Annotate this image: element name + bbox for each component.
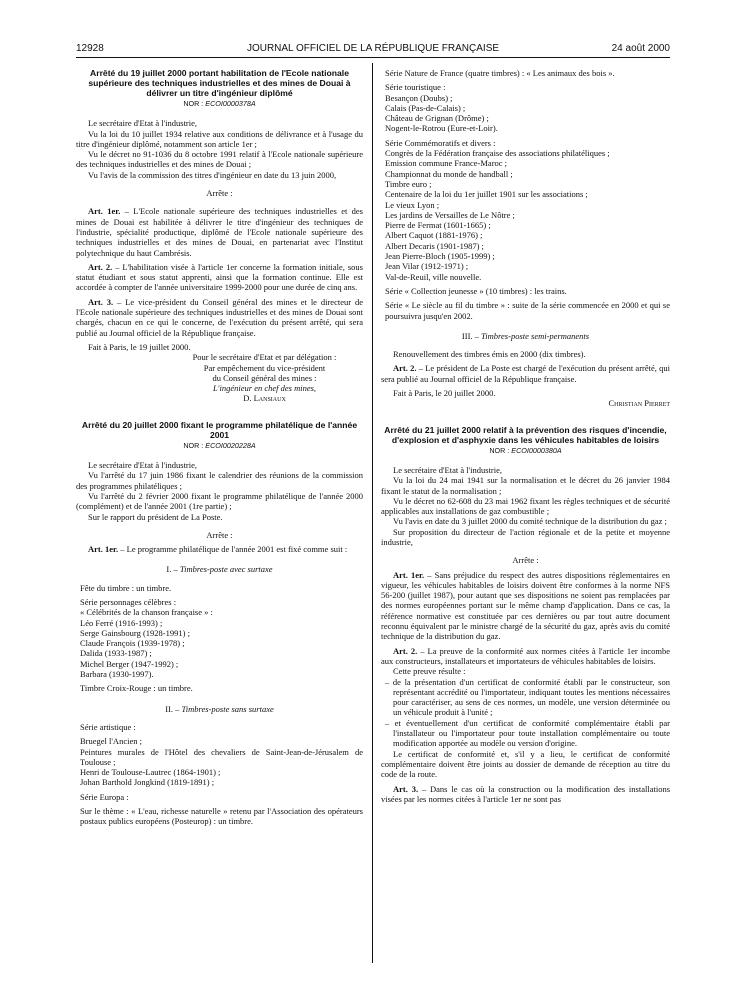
paragraph: Renouvellement des timbres émis en 2000 (dix timbres). bbox=[393, 349, 586, 360]
list-item: Barbara (1930-1997). bbox=[80, 669, 154, 680]
list-item: Château de Grignan (Drôme) ; bbox=[385, 113, 489, 124]
list-item: Timbre euro ; bbox=[385, 178, 432, 189]
visa: Vu le décret no 91-1036 du 8 octobre 1991 relatif à l'Ecole nationale supérieure des techniques industrielles et des mines de Douai ; bbox=[76, 149, 363, 170]
header-rule bbox=[76, 57, 670, 58]
dash-list bbox=[381, 677, 670, 749]
list-item: Calais (Pas-de-Calais) ; bbox=[385, 102, 466, 113]
nor-reference: NOR : ECOI0000378A bbox=[183, 99, 256, 108]
issue-date: 24 août 2000 bbox=[611, 43, 670, 54]
fait-a-paris: Fait à Paris, le 19 juillet 2000. bbox=[88, 341, 191, 352]
visa: Sur le rapport du président de La Poste. bbox=[88, 511, 223, 522]
list-item: Série personnages célèbres : bbox=[80, 596, 177, 607]
decree-title: Arrêté du 19 juillet 2000 portant habilitation de l'Ecole nationale supérieure des techniques industrielles et des mines de Douai à délivrer un titre d'ingénieur diplômé bbox=[88, 68, 351, 98]
article: Art. 1er. – Le programme philatélique de l'année 2001 est fixé comme suit : bbox=[88, 544, 348, 555]
list-item: Claude François (1939-1978) ; bbox=[80, 638, 185, 649]
visa: Sur proposition du directeur de l'action régionale et de la petite et moyenne industrie, bbox=[381, 526, 670, 547]
section-heading: I. – Timbres-poste avec surtaxe bbox=[166, 564, 273, 575]
visa: Vu l'avis de la commission des titres d'ingénieur en date du 13 juin 2000, bbox=[88, 169, 337, 180]
list-item: Sur le thème : « L'eau, richesse naturelle » retenu par l'Association des opérateurs postaux publics européens (Posteurop) : un timbre. bbox=[80, 806, 363, 827]
arrete-heading: Arrête : bbox=[512, 555, 539, 566]
list-item: Centenaire de la loi du 1er juillet 1901 sur les associations ; bbox=[385, 189, 588, 200]
paragraph: Cette preuve résulte : bbox=[393, 666, 466, 677]
list-item: Michel Berger (1947-1992) ; bbox=[80, 658, 179, 669]
article: Art. 1er. – Sans préjudice du respect des autres dispositions réglementaires en vigueur, les véhicules habitables de loisirs doivent être conformes à la norme NFS 56-200 (juillet 1987), pour autant que ses dispositions ne soient pas remplacées par des normes européennes portant sur le même champ d'application. Dans ce cas, la référence normative est constituée par ces dernières ou par tout autre document reconnu équivalent par le ministre chargé de la sécurité du gaz, après avis du comité technique de la distribution du gaz. bbox=[381, 569, 670, 642]
decree-title: Arrêté du 20 juillet 2000 fixant le programme philatélique de l'année 2001 bbox=[81, 419, 358, 440]
signatory: D. Lansiaux bbox=[243, 393, 286, 404]
list-item: Jean Vilar (1912-1971) ; bbox=[385, 261, 469, 272]
stamp-list bbox=[76, 583, 363, 694]
paragraph: Le certificat de conformité et, s'il y a lieu, le certificat de conformité complémentaire doivent être joints au dossier de demande de réception au titre du code de la route. bbox=[381, 748, 670, 780]
signature-line: Pour le secrétaire d'Etat et par délégation : bbox=[192, 352, 337, 363]
list-item: Jean Pierre-Bloch (1905-1999) ; bbox=[385, 251, 495, 262]
list-item: Serge Gainsbourg (1928-1991) ; bbox=[80, 627, 190, 638]
article: Art. 1er. – L'Ecole nationale supérieure des techniques industrielles et des mines de Douai est habilitée à délivrer le titre d'ingénieur des techniques de l'industrie, spécialité productique, diplômé de l'Ecole nationale supérieure des techniques industrielles et des mines de Douai, en partenariat avec l'Institut polytechnique du haut Cambrésis. bbox=[76, 206, 363, 258]
arrete-heading: Arrête : bbox=[206, 529, 233, 540]
signature-line: L'ingénieur en chef des mines, bbox=[212, 383, 317, 394]
list-item: Série « Collection jeunesse » (10 timbres) : les trains. bbox=[385, 285, 567, 296]
list-item: – de la présentation d'un certificat de conformité établi par le constructeur, son représentant accrédité ou l'importateur, indiquant toutes les mentions nécessaires pour caractériser, au sens de ces normes, un modèle, une version déterminée ou un véhicule produit à l'unité ; bbox=[385, 676, 670, 718]
list-item: Nogent-le-Rotrou (Eure-et-Loir). bbox=[385, 123, 498, 134]
fait-a-paris: Fait à Paris, le 20 juillet 2000. bbox=[393, 388, 496, 399]
visa: Vu l'avis en date du 3 juillet 2000 du comité technique de la distribution du gaz ; bbox=[393, 516, 667, 527]
decree-title: Arrêté du 21 juillet 2000 relatif à la prévention des risques d'incendie, d'explosion et d'asphyxie dans les véhicules habitables de loisirs bbox=[384, 424, 667, 445]
visa: Vu l'arrêté du 17 juin 1986 fixant le calendrier des réunions de la commission des programmes philatéliques ; bbox=[76, 470, 363, 491]
list-item: Congrès de la Fédération française des associations philatéliques ; bbox=[385, 148, 610, 159]
list-item: Albert Caquot (1881-1976) ; bbox=[385, 230, 483, 241]
list-item: Série Europa : bbox=[80, 791, 129, 802]
left-column bbox=[76, 68, 363, 827]
signatory: Christian Pierret bbox=[608, 398, 670, 409]
article: Art. 2. – La preuve de la conformité aux normes citées à l'article 1er incombe aux constructeurs, installateurs et importateurs de véhicules habitables de loisirs. bbox=[381, 645, 670, 666]
list-item: Le vieux Lyon ; bbox=[385, 199, 440, 210]
list-item: – et éventuellement d'un certificat de conformité complémentaire établi par l'installateur ou l'importateur pour toute installation complémentaire ou toute modification apportée au modèle ou version d'origine. bbox=[385, 717, 670, 749]
list-item: Série touristique : bbox=[385, 82, 446, 93]
page-number: 12928 bbox=[76, 43, 104, 54]
visa: Vu la loi du 24 mai 1941 sur la normalisation et le décret du 26 janvier 1984 fixant le statut de la normalisation ; bbox=[381, 475, 670, 496]
list-item: Léo Ferré (1916-1993) ; bbox=[80, 617, 163, 628]
list-item: Série « Le siècle au fil du timbre » : suite de la série commencée en 2000 et qui se poursuivra jusqu'en 2002. bbox=[385, 300, 670, 321]
list-item: Pierre de Fermat (1601-1665) ; bbox=[385, 220, 491, 231]
article: Art. 2. – L'habilitation visée à l'article 1er concerne la formation initiale, sous statut étudiant et sous statut apprenti, ainsi que la formation continue. Elle est accordée à compter de l'année universitaire 1999-2000 pour une durée de cinq ans. bbox=[76, 261, 363, 293]
right-column bbox=[381, 68, 670, 804]
list-item: Johan Barthold Jongkind (1819-1891) ; bbox=[80, 777, 215, 788]
visa: Le secrétaire d'Etat à l'industrie, bbox=[393, 464, 503, 475]
list-item: Bruegel l'Ancien ; bbox=[80, 736, 142, 747]
signature-line: Par empêchement du vice-président bbox=[203, 362, 326, 373]
list-item: Peintures murales de l'Hôtel des chevaliers de Saint-Jean-de-Jérusalem de Toulouse ; bbox=[80, 746, 363, 767]
list-item: Timbre Croix-Rouge : un timbre. bbox=[80, 683, 193, 694]
visa: Vu le décret no 62-608 du 23 mai 1962 fixant les règles techniques et de sécurité applicables aux installations de gaz combustible ; bbox=[381, 495, 670, 517]
list-item: « Célébrités de la chanson française » : bbox=[80, 607, 213, 618]
stamp-list bbox=[381, 68, 670, 321]
visa: Vu l'arrêté du 2 février 2000 fixant le programme philatélique de l'année 2000 (complément) et de l'année 2001 (1re partie) ; bbox=[76, 490, 363, 512]
signature-line: du Conseil général des mines : bbox=[212, 372, 317, 383]
article: Art. 2. – Le président de La Poste est chargé de l'exécution du présent arrêté, qui sera publié au Journal officiel de la République française. bbox=[381, 363, 671, 384]
nor-reference: NOR : ECOI0000380A bbox=[489, 445, 562, 455]
list-item: Série Commémoratifs et divers : bbox=[385, 137, 496, 148]
nor-reference: NOR : ECOI0020228A bbox=[183, 440, 256, 450]
list-item: Série artistique : bbox=[80, 721, 136, 732]
list-item: Série Nature de France (quatre timbres) : « Les animaux des bois ». bbox=[385, 68, 615, 78]
list-item: Championnat du monde de handball ; bbox=[385, 168, 513, 179]
list-item: Val-de-Reuil, ville nouvelle. bbox=[385, 271, 482, 282]
arrete-heading: Arrête : bbox=[206, 188, 233, 199]
visa: Vu la loi du 10 juillet 1934 relative aux conditions de délivrance et à l'usage du titre d'ingénieur diplômé, notamment son article 1er ; bbox=[76, 128, 363, 149]
list-item: Emission commune France-Maroc ; bbox=[385, 158, 508, 169]
list-item: Henri de Toulouse-Lautrec (1864-1901) ; bbox=[80, 767, 221, 778]
stamp-list bbox=[76, 722, 363, 827]
list-item: Besançon (Doubs) ; bbox=[385, 92, 453, 103]
article: Art. 3. – Dans le cas où la construction ou la modification des installations visées par les normes citées à l'article 1er ne sont pas bbox=[381, 783, 670, 804]
visa: Le secrétaire d'Etat à l'industrie, bbox=[88, 460, 198, 471]
list-item: Les jardins de Versailles de Le Nôtre ; bbox=[385, 209, 515, 220]
list-item: Dalida (1933-1987) ; bbox=[80, 648, 152, 659]
list-item: Albert Decaris (1901-1987) ; bbox=[385, 240, 484, 251]
column-divider bbox=[372, 63, 373, 963]
visa: Le secrétaire d'Etat à l'industrie, bbox=[88, 118, 198, 129]
journal-title: JOURNAL OFFICIEL DE LA RÉPUBLIQUE FRANÇAISE bbox=[246, 43, 500, 54]
list-item: Fête du timbre : un timbre. bbox=[80, 582, 172, 593]
section-heading: III. – Timbres-poste semi-permanents bbox=[461, 330, 590, 341]
article: Art. 3. – Le vice-président du Conseil général des mines et le directeur de l'Ecole nationale supérieure des techniques industrielles et des mines de Douai sont chargés, chacun en ce qui le concerne, de l'exécution du présent arrêté, qui sera publié au Journal officiel de la République française. bbox=[76, 296, 363, 338]
section-heading: II. – Timbres-poste sans surtaxe bbox=[165, 703, 274, 714]
